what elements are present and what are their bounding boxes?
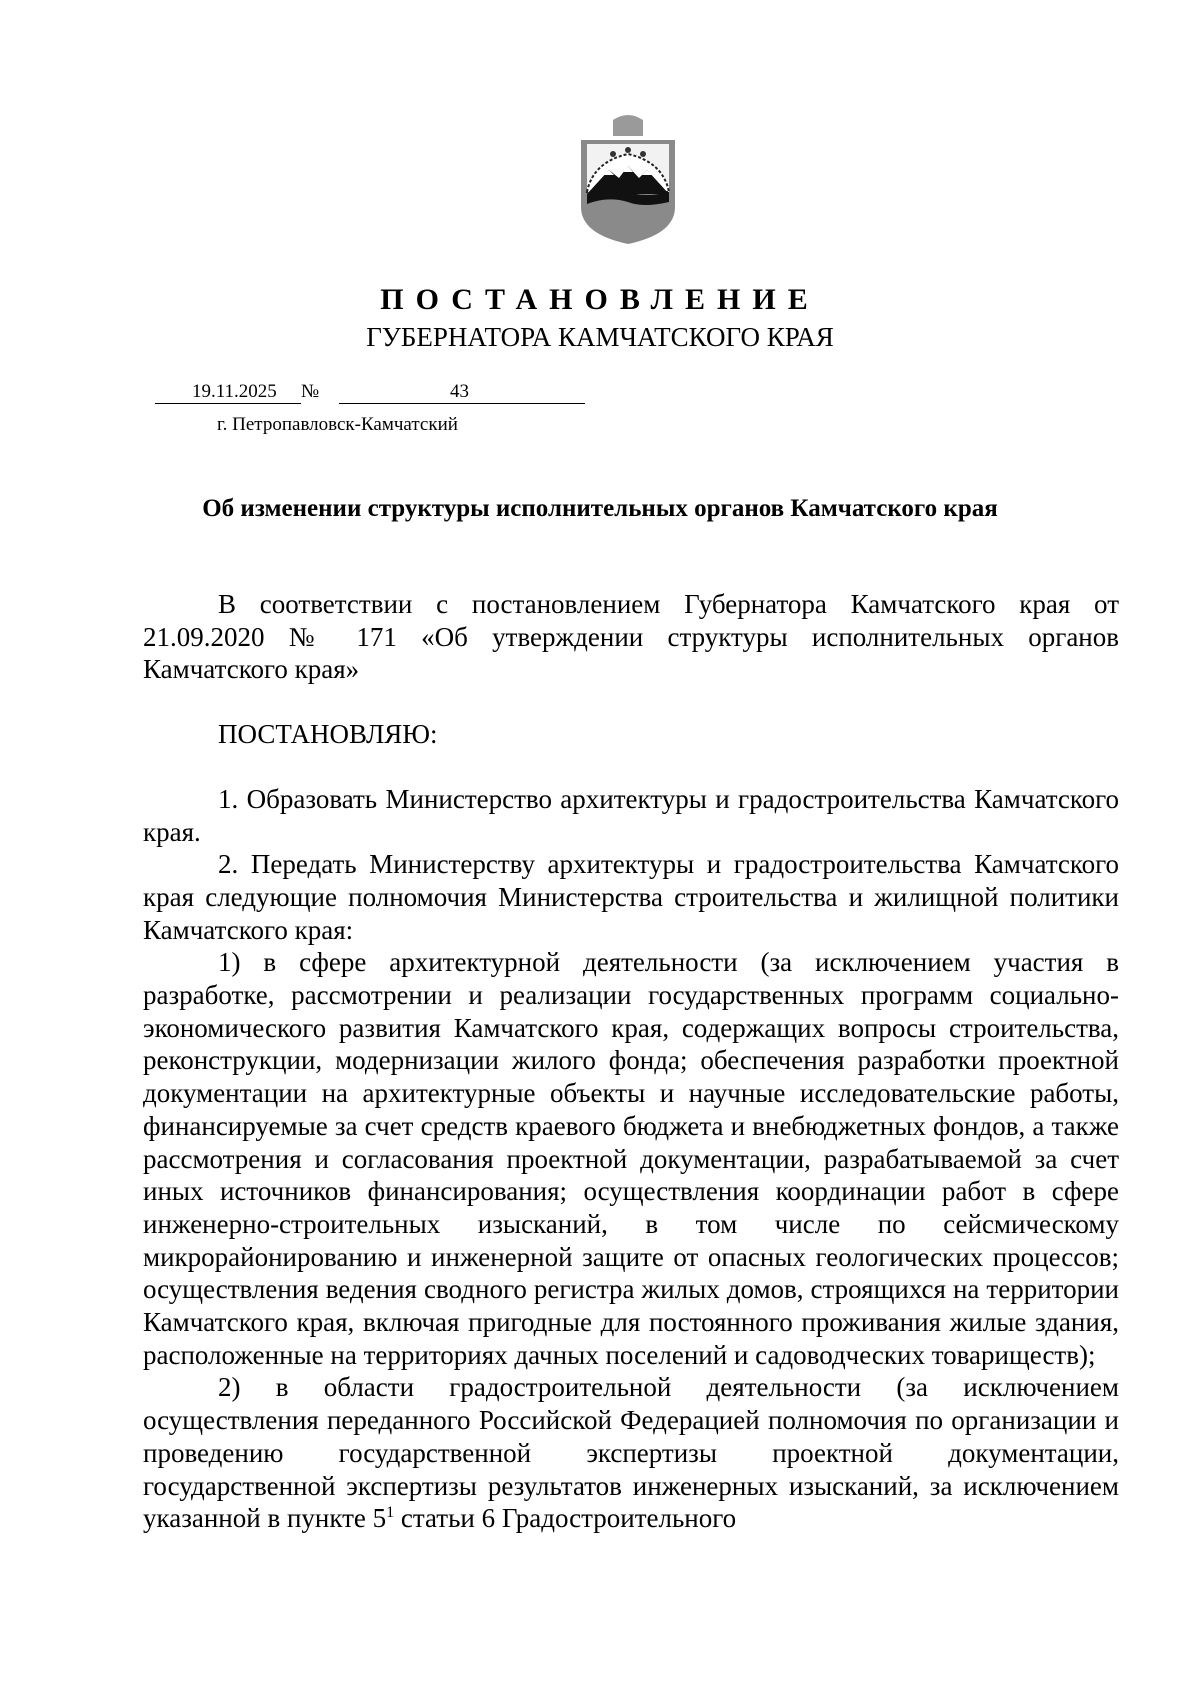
document-number: 43	[450, 381, 469, 402]
item-2-2-text-end: статьи 6 Градостроительного	[394, 1503, 737, 1534]
preamble-paragraph: В соответствии с постановлением Губернатора Камчатского края от 21.09.2020 № 171 «Об утверждении структуры исполнительных органов Камчатского края»	[143, 589, 1119, 685]
coat-of-arms-emblem	[573, 112, 683, 247]
item-2-2-text: 2) в области градостроительной деятельности (за исключением осуществления переданного Российской Федерацией полномочия по организации и проведению государственной экспертизы проектной документации, государственной экспертизы результатов инженерных изысканий, за исключением указанной в пункте 5	[143, 1372, 1119, 1534]
item-2-2-paragraph	[143, 1371, 1119, 1535]
date-number-row	[155, 381, 585, 407]
date-underline	[155, 403, 301, 404]
document-issuer-heading: ГУБЕРНАТОРА КАМЧАТСКОГО КРАЯ	[366, 322, 834, 352]
item-2-2-superscript: 1	[386, 1504, 395, 1522]
item-1-paragraph: 1. Образовать Министерство архитектуры и градостроительства Камчатского края.	[143, 783, 1119, 847]
document-date: 19.11.2025	[192, 381, 277, 402]
document-type-heading: ПОСТАНОВЛЕНИЕ	[380, 283, 820, 316]
resolve-paragraph: ПОСТАНОВЛЯЮ:	[218, 719, 438, 750]
number-underline	[339, 403, 585, 404]
city-label: г. Петропавловск-Камчатский	[217, 414, 458, 435]
item-2-paragraph: 2. Передать Министерству архитектуры и градостроительства Камчатского края следующие полномочия Министерства строительства и жилищной политики Камчатского края:	[143, 849, 1119, 945]
document-subject: Об изменении структуры исполнительных органов Камчатского края	[202, 495, 998, 522]
document-body	[143, 588, 1119, 1535]
number-sign: №	[301, 381, 320, 402]
item-2-1-paragraph: 1) в сфере архитектурной деятельности (за исключением участия в разработке, рассмотрении и реализации государственных программ социально-экономического развития Камчатского края, содержащих вопросы строительства, реконструкции, модернизации жилого фонда; обеспечения разработки проектной документации на архитектурные объекты и научные исследовательские работы, финансируемые за счет средств краевого бюджета и внебюджетных фондов, а также рассмотрения и согласования проектной документации, разрабатываемой за счет иных источников финансирования; осуществления координации работ в сфере инженерно-строительных изысканий, в том числе по сейсмическому микрорайонированию и инженерной защите от опасных геологических процессов; осуществления ведения сводного регистра жилых домов, строящихся на территории Камчатского края, включая пригодные для постоянного проживания жилые здания, расположенные на территориях дачных поселений и садоводческих товариществ);	[143, 947, 1119, 1370]
